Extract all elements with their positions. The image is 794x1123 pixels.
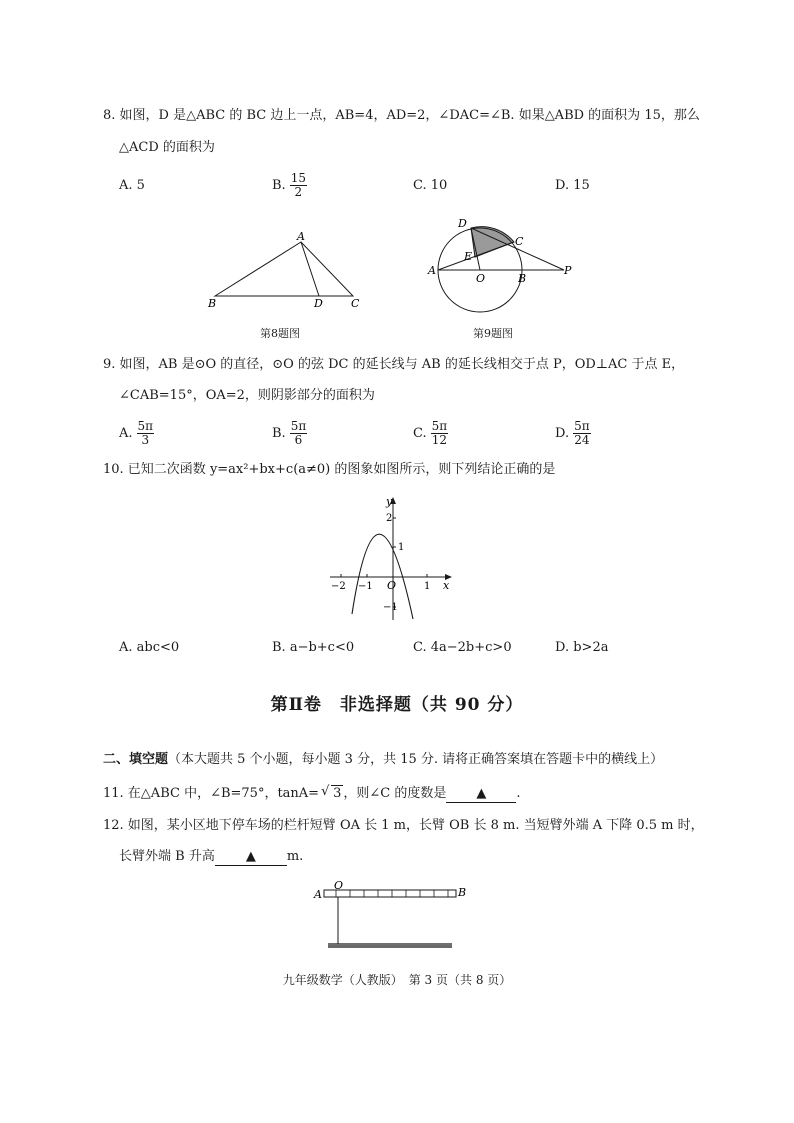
q12-point-o: O <box>334 880 344 892</box>
q12-point-a: A <box>314 888 322 901</box>
q9-point-o: O <box>476 272 486 285</box>
q8-line1: 8. 如图，D 是△ABC 的 BC 边上一点，AB=4，AD=2，∠DAC=∠B. 如果△ABD 的面积为 15，那么 <box>103 108 700 123</box>
q10-parabola-graph <box>325 492 455 622</box>
q10-x-tick-neg2: −2 <box>331 581 346 592</box>
q8-option-b-denominator: 2 <box>294 185 303 199</box>
q10-option-d: D. b>2a <box>555 640 609 655</box>
q8-point-a: A <box>297 230 305 243</box>
q9-option-b-fraction <box>290 420 308 447</box>
q11-triangle-mark: ▲ <box>476 786 487 801</box>
q9-option-c-fraction <box>431 420 449 447</box>
q12-answer-blank[interactable] <box>215 849 287 866</box>
q12-triangle-mark: ▲ <box>245 849 256 864</box>
q9-line2: ∠CAB=15°，OA=2，则阴影部分的面积为 <box>119 388 375 403</box>
q11-line <box>103 786 520 803</box>
q9-option-b-label: B. <box>272 426 286 441</box>
q9-option-a-fraction <box>137 420 155 447</box>
q12-text-before: 长臂外端 B 升高 <box>119 849 215 864</box>
q11-text-after: ，则∠C 的度数是 <box>343 786 447 801</box>
q9-option-b-numerator: 5π <box>290 419 307 433</box>
q10-y-tick-2: 2 <box>386 513 393 524</box>
q9-option-c-denominator: 12 <box>431 433 448 447</box>
q8-option-c: C. 10 <box>413 178 448 193</box>
q9-option-d-label: D. <box>555 426 570 441</box>
q9-option-d <box>555 420 591 447</box>
q9-circle-figure <box>425 215 580 317</box>
q9-point-p: P <box>564 264 572 277</box>
q12-line2 <box>119 849 303 866</box>
q10-option-a: A. abc<0 <box>119 640 180 655</box>
q8-option-b <box>272 172 307 199</box>
q10-origin-label: O <box>387 579 397 592</box>
q9-option-a-label: A. <box>119 426 133 441</box>
q9-option-d-numerator: 5π <box>574 419 590 433</box>
q9-point-d: D <box>458 217 467 230</box>
q10-x-tick-neg1: −1 <box>358 581 373 592</box>
q9-option-d-denominator: 24 <box>574 433 590 447</box>
q10-option-c: C. 4a−2b+c>0 <box>413 640 512 655</box>
q11-end: . <box>516 786 521 801</box>
q8-option-a: A. 5 <box>119 178 145 193</box>
q10-y-tick-1: 1 <box>398 542 405 553</box>
q10-line1: 10. 已知二次函数 y=ax²+bx+c(a≠0) 的图象如图所示，则下列结论正确的是 <box>103 462 556 477</box>
q8-point-c: C <box>351 297 360 310</box>
q9-option-b <box>272 420 307 447</box>
q9-option-a <box>119 420 154 447</box>
q9-option-a-denominator: 3 <box>141 433 150 447</box>
fill-in-heading <box>103 752 663 768</box>
q12-text-after: m. <box>286 849 304 864</box>
q12-barrier-figure <box>310 880 470 952</box>
q11-sqrt-sign: √ <box>321 784 330 799</box>
q8-option-b-numerator: 15 <box>290 171 306 185</box>
q12-point-b: B <box>458 886 467 899</box>
q10-option-b: B. a−b+c<0 <box>272 640 355 655</box>
fill-in-heading-label: 二、填空题 <box>103 752 169 767</box>
q11-answer-blank[interactable] <box>446 786 516 803</box>
q9-point-e: E <box>464 250 473 263</box>
q11-text-before: 11. 在△ABC 中，∠B=75°，tanA= <box>103 786 320 801</box>
q8-option-b-label: B. <box>272 178 286 193</box>
page-footer: 九年级数学（人教版） 第 3 页（共 8 页） <box>282 973 512 987</box>
q10-x-tick-1: 1 <box>424 581 431 592</box>
q9-option-c-label: C. <box>413 426 427 441</box>
q9-option-d-fraction <box>573 420 591 447</box>
q11-sqrt-radicand: 3 <box>333 786 342 801</box>
q8-figure-caption: 第8题图 <box>260 327 300 340</box>
q9-option-c <box>413 420 448 447</box>
q9-figure-caption: 第9题图 <box>473 327 513 340</box>
q9-option-b-denominator: 6 <box>294 433 303 447</box>
q8-option-d: D. 15 <box>555 178 590 193</box>
q10-y-axis-label: y <box>386 495 393 508</box>
q11-sqrt <box>321 784 343 801</box>
q9-option-c-numerator: 5π <box>431 419 448 433</box>
q9-point-c: C <box>515 235 524 248</box>
q10-x-axis-label: x <box>443 579 450 592</box>
q12-line1: 12. 如图，某小区地下停车场的栏杆短臂 OA 长 1 m，长臂 OB 长 8 m. 当短臂外端 A 下降 0.5 m 时， <box>103 818 704 833</box>
q8-option-b-fraction <box>290 172 307 199</box>
q9-line1: 9. 如图，AB 是⊙O 的直径，⊙O 的弦 DC 的延长线与 AB 的延长线相交于点 P，OD⊥AC 于点 E， <box>103 357 685 372</box>
q8-point-d: D <box>314 297 323 310</box>
q9-option-a-numerator: 5π <box>137 419 154 433</box>
q9-point-b: B <box>518 272 527 285</box>
section-ii-title: 第Ⅱ卷 非选择题（共 90 分） <box>270 695 524 715</box>
q10-y-tick-neg1: −1 <box>383 602 398 613</box>
q8-triangle-figure <box>200 228 370 314</box>
q8-point-b: B <box>208 297 217 310</box>
q8-line2: △ACD 的面积为 <box>119 140 215 155</box>
fill-in-instructions: （本大题共 5 个小题，每小题 3 分，共 15 分. 请将正确答案填在答题卡中的横线上） <box>168 752 664 767</box>
q9-point-a: A <box>428 264 436 277</box>
